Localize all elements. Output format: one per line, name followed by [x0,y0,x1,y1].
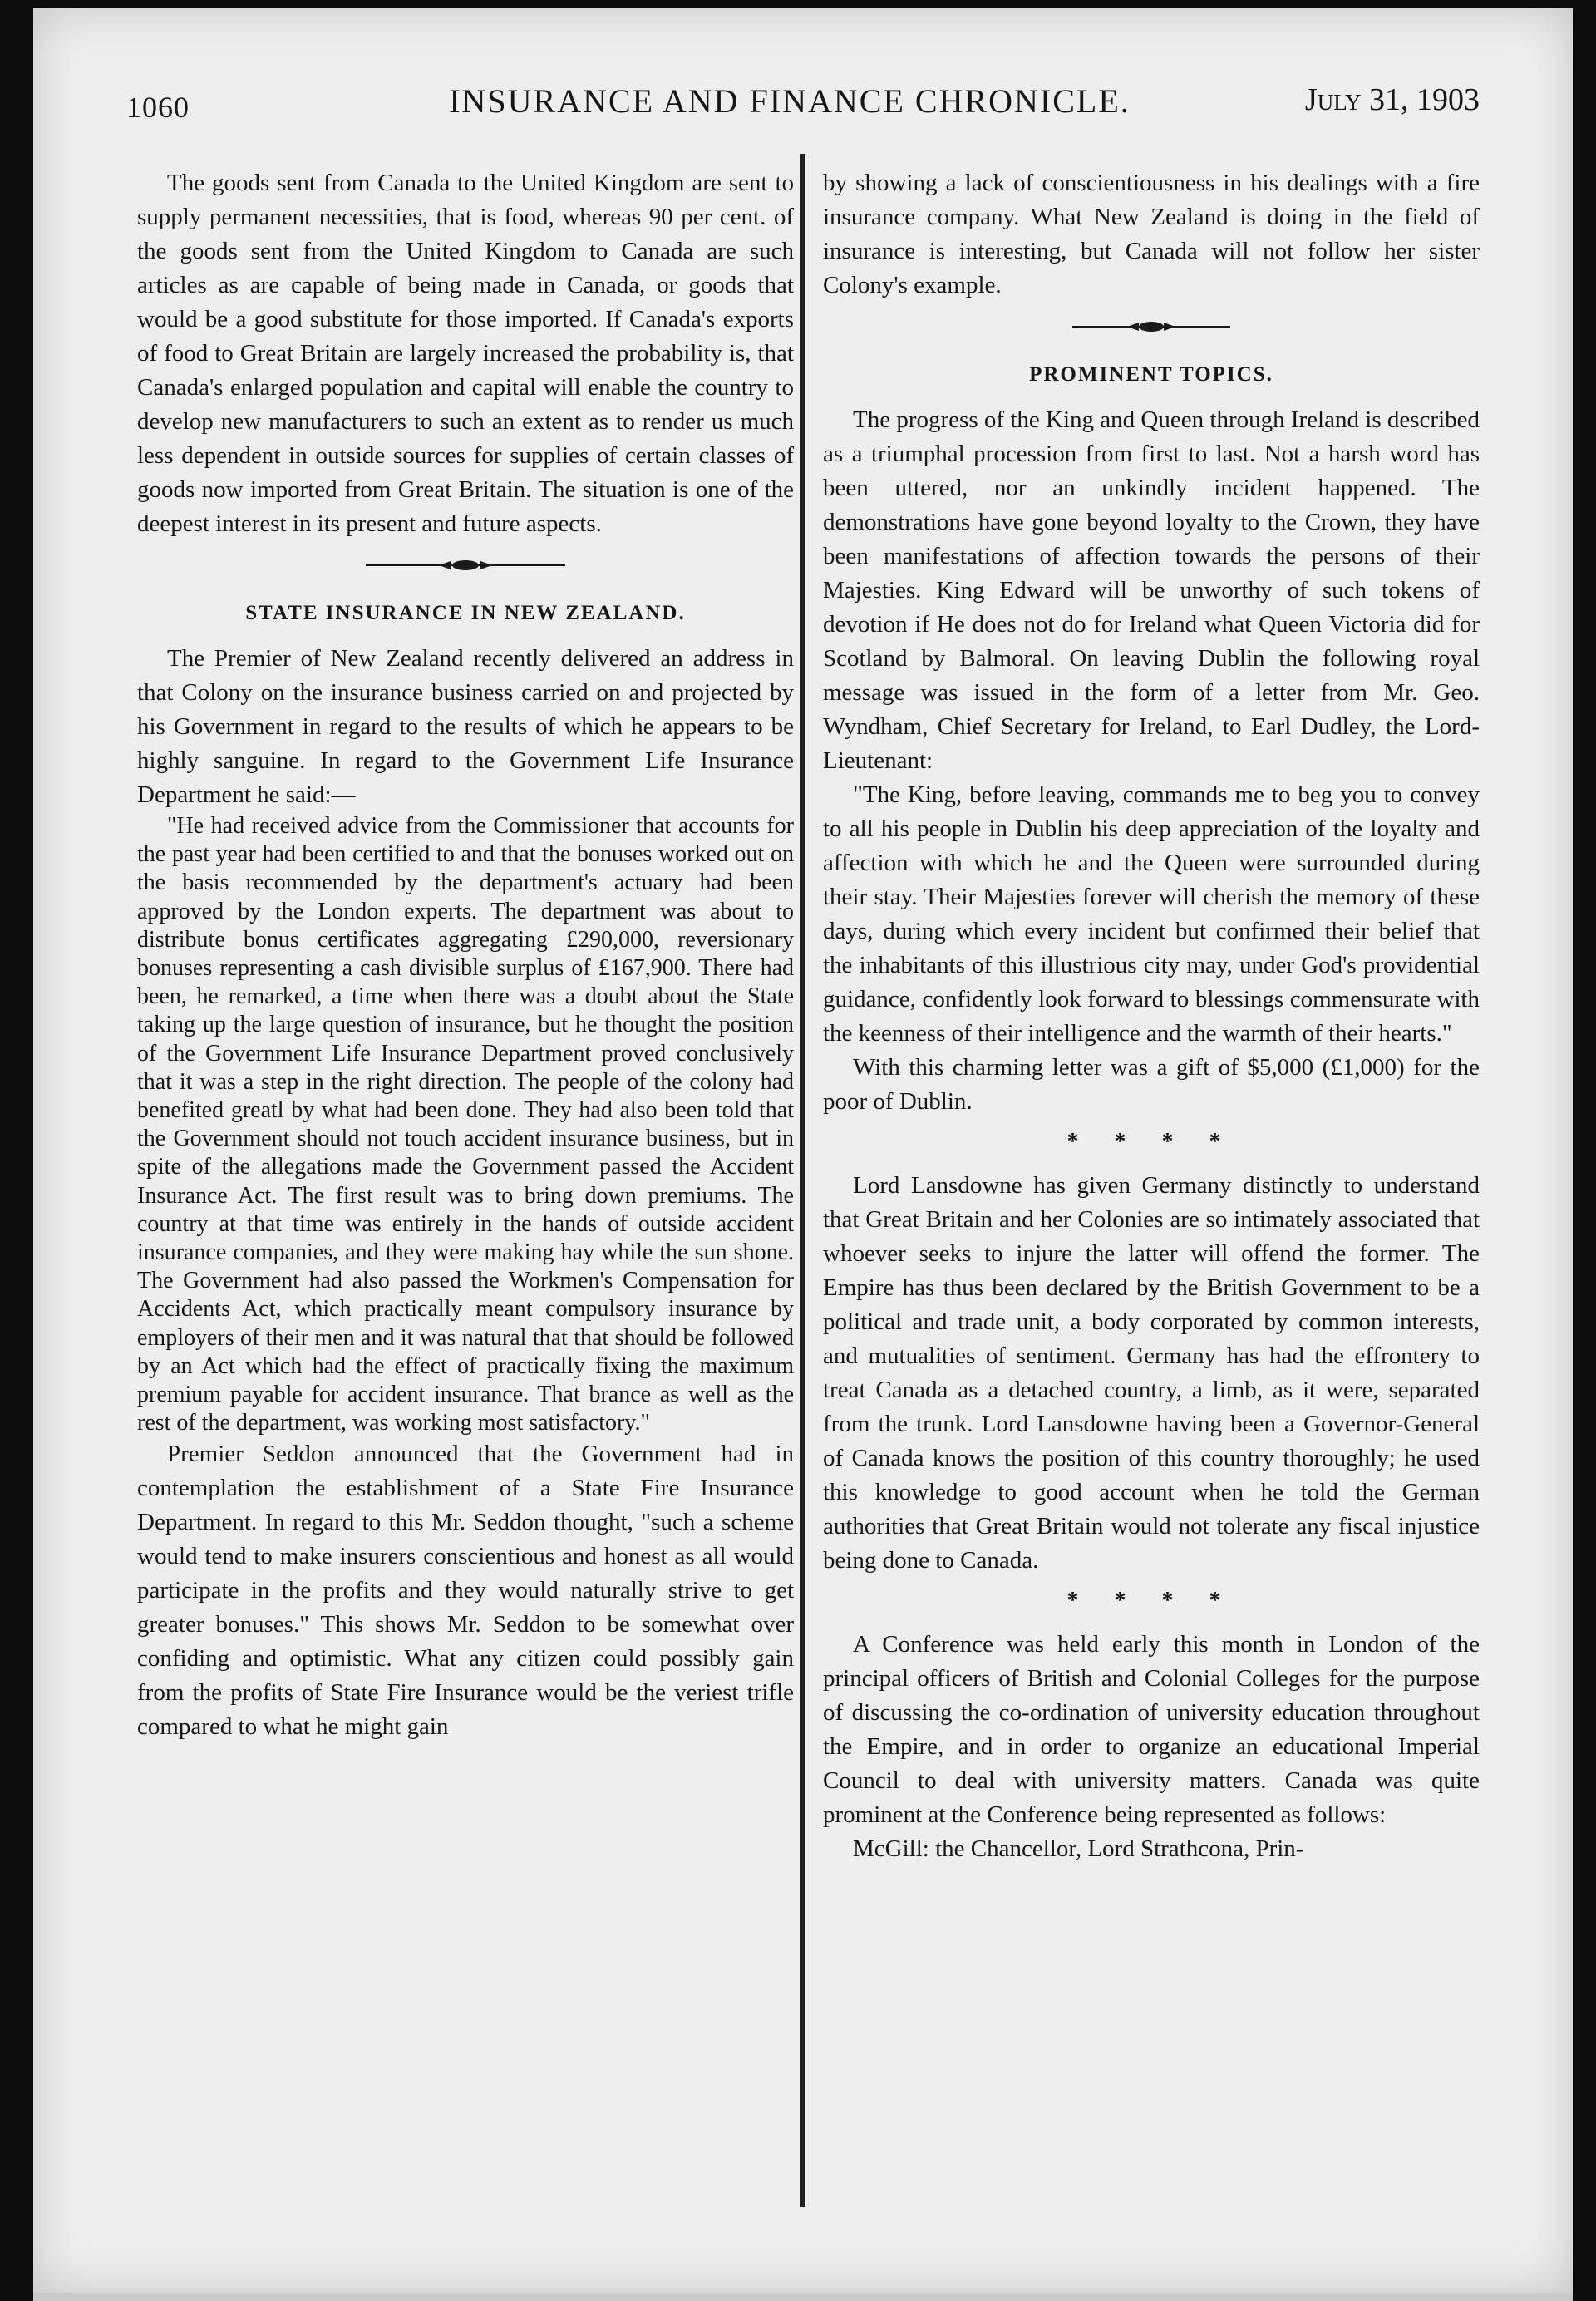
section-title-state-insurance: STATE INSURANCE IN NEW ZEALAND. [245,602,686,624]
continuation-paragraph: by showing a lack of conscientiousness in his dealings with a fire insurance company. What New Zealand is doing in the field of insurance is interesting, but Canada will not follow her sister Colony's example. [823,170,1480,298]
scan-edge-right [1573,0,1596,2301]
paragraph: Lord Lansdowne has given Germany distinctly to understand that Great Britain and her Colonies are so intimately associated that whoever seeks to injure the latter will offend the former. The Empire has thus been declared by the British Government to be a political and trade unit, a body corporated by common interests, and mutualities of sentiment. Germany has had the effrontery to treat Canada as a detached country, a limb, as it were, separated from the trunk. Lord Lansdowne having been a Governor-General of Canada knows the position of this country thoroughly; he used this knowledge to good account when he told the German authorities that Great Britain would not tolerate any fiscal injustice being done to Canada. [823,1172,1480,1574]
scan-edge-top [0,0,1596,8]
right-column [823,166,1480,1866]
issue-date: July 31, 1903 [1304,82,1480,117]
section-title-prominent-topics: PROMINENT TOPICS. [1029,363,1273,386]
paragraph: A Conference was held early this month in London of the principal officers of British and Colonial Colleges for the purpose of discussing the co-ordination of university education throughout the Empire, and in order to organize an educational Imperial Council to deal with university matters. Canada was quite prominent at the Conference being represented as follows: [823,1631,1480,1828]
intro-paragraph: The goods sent from Canada to the United Kingdom are sent to supply permanent necessities, that is food, whereas 90 per cent. of the goods sent from the United Kingdom to Canada are such articles as are capable of being made in Canada, or goods that would be a good substitute for those imported. If Canada's exports of food to Great Britain are largely increased the probability is, that Canada's enlarged population and capital will enable the country to develop new manufacturers to such an extent as to render us much less dependent in outside sources for supplies of certain classes of goods now imported from Great Britain. The situation is one of the deepest interest in its present and future aspects. [137,170,794,537]
scan-edge-left [0,0,33,2301]
asterisk-separator: * * * * [1066,1588,1236,1614]
quoted-speech: "He had received advice from the Commissioner that accounts for the past year had been certified to and that the bonuses worked out on the basis recommended by the department's actuary had been approved by the London experts. The department was about to distribute bonus certificates aggregating £290,000, reversionary bonuses representing a cash divisible surplus of £167,900. There had been, he remarked, a time when there was a doubt about the State taking up the large question of insurance, but he thought the position of the Government Life Insurance Department proved conclusively that it was a step in the right direction. The people of the colony had benefited greatl by what had been done. They had also been told that the Government should not touch accident insurance business, but in spite of the allegations made the Government passed the Accident Insurance Act. The first result was to bring down premiums. The country at that time was entirely in the hands of outside accident insurance companies, and they were making hay while the sun shone. The Government had also passed the Workmen's Compensation for Accidents Act, which practically meant compulsory insurance by employers of their men and it was natural that that should be followed by an Act which had the effect of practically fixing the maximum premium payable for accident insurance. That brance as well as the rest of the department, was working most satisfactory." [137,813,794,1436]
ornament-divider [823,306,1480,347]
paragraph: Premier Seddon announced that the Government had in contemplation the establishment of a State Fire Insurance Department. In regard to this Mr. Seddon thought, "such a scheme would tend to make insurers conscientious and honest as all would participate in the profits and they would naturally strive to get greater bonuses." This shows Mr. Seddon to be somewhat over confiding and optimistic. What any citizen could possibly gain from the profits of State Fire Insurance would be the veriest trifle compared to what he might gain [137,1441,794,1741]
column-divider [800,154,805,2207]
royal-letter: "The King, before leaving, commands me to beg you to convey to all his people in Dublin his deep appreciation of the loyalty and affection with which he and the Queen were surrounded during their stay. Their Majesties forever will cherish the memory of these days, during which every incident but confirmed their belief that the inhabitants of this illustrious city may, under God's providential guidance, confidently look forward to blessings commensurate with the keenness of their intelligence and the warmth of their hearts." [823,781,1480,1047]
paragraph: With this charming letter was a gift of $5,000 (£1,000) for the poor of Dublin. [823,1054,1480,1115]
paragraph: The Premier of New Zealand recently delivered an address in that Colony on the insurance business carried on and projected by his Government in regard to the results of which he appears to be highly sanguine. In regard to the Government Life Insurance Department he said:— [137,645,794,808]
ornament-divider [137,544,794,586]
page-number: 1060 [126,91,190,124]
publication-title: INSURANCE AND FINANCE CHRONICLE. [449,82,1130,120]
paragraph: McGill: the Chancellor, Lord Strathcona, Prin- [853,1835,1304,1862]
asterisk-separator: * * * * [1066,1129,1236,1155]
paragraph: The progress of the King and Queen through Ireland is described as a triumphal procession from first to last. Not a harsh word has been uttered, nor an unkindly incident happened. The demonstrations have gone beyond loyalty to the Crown, they have been manifestations of affection towards the persons of their Majesties. King Edward will be unworthy of such tokens of devotion if He does not do for Ireland what Queen Victoria did for Scotland by Balmoral. On leaving Dublin the following royal message was issued in the form of a letter from Mr. Geo. Wyndham, Chief Secretary for Ireland, to Earl Dudley, the Lord-Lieutenant: [823,406,1480,774]
left-column [137,166,794,1744]
page-header [91,81,1488,131]
